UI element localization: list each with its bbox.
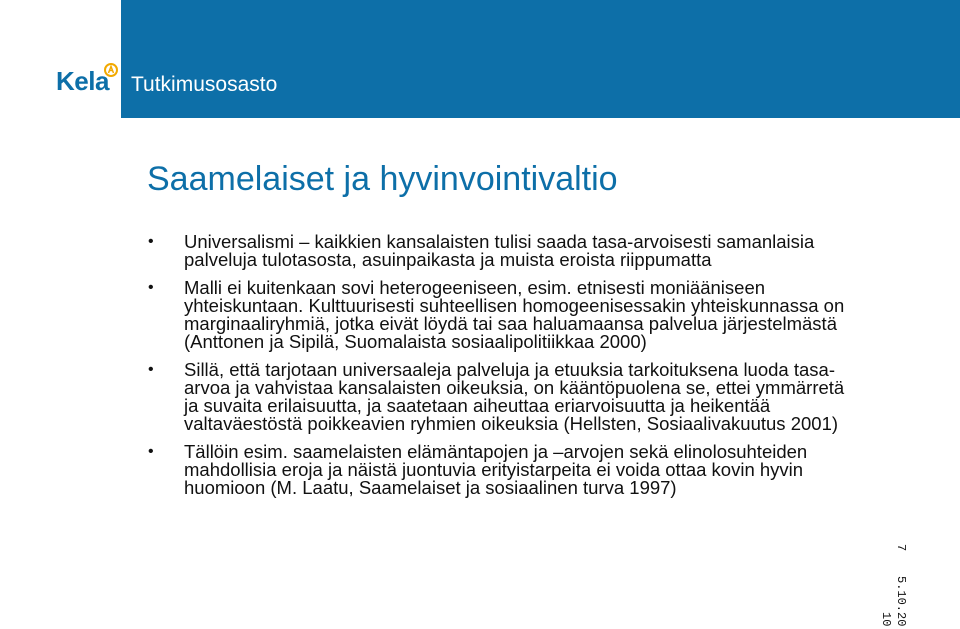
bullet-text: Malli ei kuitenkaan sovi heterogeeniseen, esim. etnisesti moniääniseen yhteiskuntaan. Kulttuurisesti suhteellisen homogeenisessakin yhteiskunnassa on marginaaliryhmiä, jotka eivät löydä tai saa haluamaansa palvelua järjestelmästä (Anttonen ja Sipilä, Suomalaista sosiaalipolitiikkaa 2000) <box>184 277 845 352</box>
logo-area <box>0 0 121 118</box>
bullet-text: Universalismi – kaikkien kansalaisten tulisi saada tasa-arvoisesti samanlaisia palveluja tulotasosta, asuinpaikasta ja muista eroista riippumatta <box>184 231 815 270</box>
slide-title: Saamelaiset ja hyvinvointivaltio <box>147 160 618 198</box>
date-line-2: 10 <box>879 612 893 627</box>
bullet-list <box>148 233 848 497</box>
bullet-dot: • <box>148 279 154 296</box>
kela-logo-mark-icon <box>104 63 118 77</box>
kela-logo: Kela <box>56 66 109 96</box>
header-band <box>0 0 960 118</box>
bullet-item <box>148 233 848 269</box>
bullet-text: Sillä, että tarjotaan universaaleja palveluja ja etuuksia tarkoituksena luoda tasa-arvoa ja vahvistaa kansalaisten oikeuksia, on kääntöpuolena se, ettei ymmärretä ja suvaita erilaisuutta, ja saatetaan aiheuttaa eriarvoisuutta ja heikentää valtaväestöstä poikkeavien ryhmien oikeuksia (Hellsten, Sosiaalivakuutus 2001) <box>184 359 845 434</box>
bullet-dot: • <box>148 233 154 250</box>
bullet-item <box>148 279 848 351</box>
date-line-1: 5.10.20 <box>894 576 908 627</box>
bullet-dot: • <box>148 443 154 460</box>
department-name: Tutkimusosasto <box>131 73 278 96</box>
bullet-dot: • <box>148 361 154 378</box>
bullet-item <box>148 361 848 433</box>
header-bar <box>121 0 960 118</box>
page-number: 7 <box>894 544 908 552</box>
bullet-item <box>148 443 848 497</box>
bullet-text: Tällöin esim. saamelaisten elämäntapojen ja –arvojen sekä elinolosuhteiden mahdollisia eroja ja näistä juontuvia erityistarpeita ei voida ottaa kovin hyvin huomioon (M. Laatu, Saamelaiset ja sosiaalinen turva 1997) <box>184 441 808 498</box>
